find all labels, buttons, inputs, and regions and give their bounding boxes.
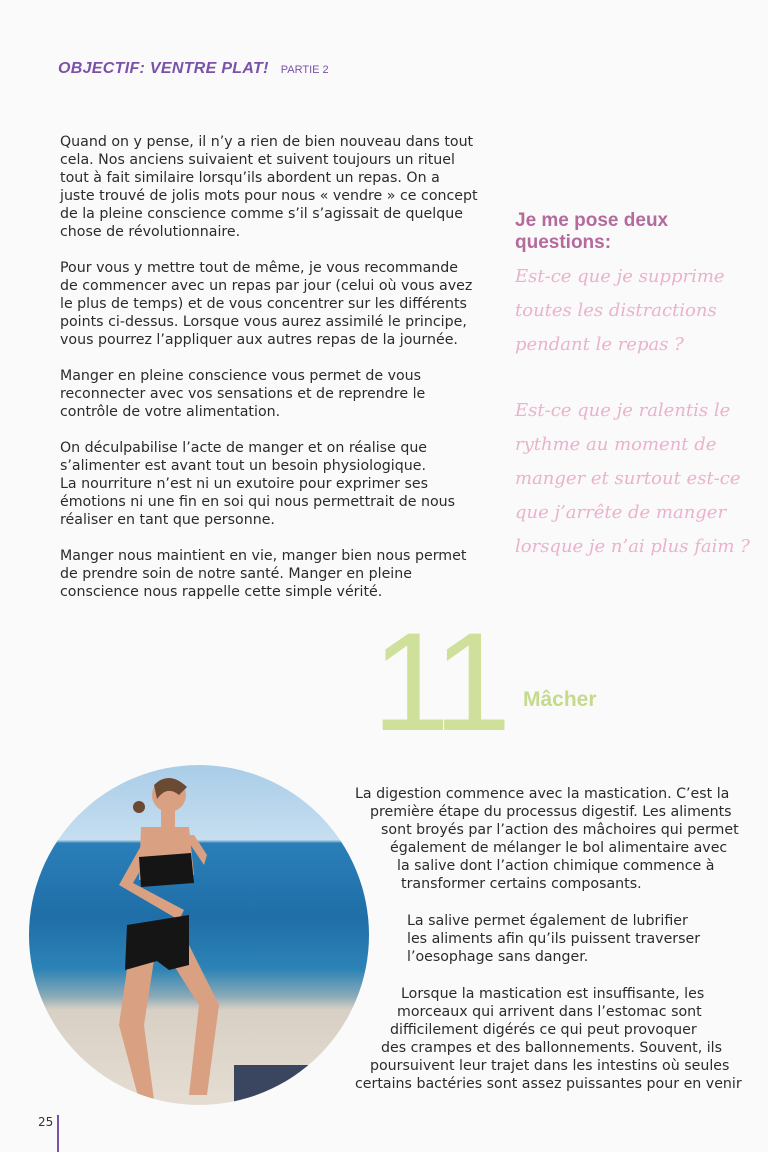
text-line: pendant le repas ?: [515, 334, 684, 355]
text-line: réaliser en tant que personne.: [60, 512, 275, 528]
text-line: de prendre soin de notre santé. Manger en pleine: [60, 566, 412, 582]
text-line: chose de révolutionnaire.: [60, 224, 241, 240]
text-line: On déculpabilise l’acte de manger et on réalise que: [60, 440, 428, 456]
text-line: première étape du processus digestif. Les aliments: [370, 804, 732, 820]
body-text-left: [60, 133, 490, 619]
section-number: 11: [372, 603, 506, 760]
text-line: points ci-dessus. Lorsque vous aurez assimilé le principe,: [60, 314, 467, 330]
text-line: difficilement digérés ce qui peut provoquer: [390, 1022, 697, 1038]
text-line: morceaux qui arrivent dans l’estomac sont: [397, 1004, 702, 1020]
text-line: également de mélanger le bol alimentaire avec: [390, 840, 728, 856]
paragraph: [60, 439, 490, 529]
text-line: la salive dont l’action chimique commence à: [397, 858, 715, 874]
text-line: toutes les distractions: [515, 300, 717, 321]
sidebar-questions: [515, 210, 765, 596]
text-line: rythme au moment de: [515, 434, 717, 455]
running-header: [58, 60, 329, 78]
paragraph: [60, 367, 490, 421]
header-part: PARTIE 2: [280, 64, 329, 76]
sidebar-title: Je me pose deux questions:: [515, 210, 669, 253]
text-line: La nourriture n’est ni un exutoire pour exprimer ses: [60, 476, 428, 492]
text-line: des crampes et des ballonnements. Souvent, ils: [381, 1040, 722, 1056]
text-line: tout à fait similaire lorsqu’ils abordent un repas. On a: [60, 170, 440, 186]
text-line: transformer certains composants.: [401, 876, 642, 892]
text-line: que j’arrête de manger: [515, 502, 727, 523]
text-line: de la pleine conscience comme s’il s’agissait de quelque: [60, 206, 463, 222]
text-line: les aliments afin qu’ils puissent traverser: [407, 931, 701, 947]
text-line: Manger en pleine conscience vous permet de vous: [60, 368, 422, 384]
text-line: La salive permet également de lubrifier: [407, 913, 688, 929]
paragraph: [60, 547, 490, 601]
text-line: conscience nous rappelle cette simple vérité.: [60, 584, 383, 600]
text-line: Quand on y pense, il n’y a rien de bien nouveau dans tout: [60, 134, 474, 150]
text-line: vous pourrez l’appliquer aux autres repas de la journée.: [60, 332, 458, 348]
text-line: La digestion commence avec la mastication. C’est la: [355, 786, 730, 802]
body-text-right: [0, 785, 768, 1093]
text-line: certains bactéries sont assez puissantes pour en venir: [355, 1076, 742, 1092]
page-number-divider: [57, 1115, 59, 1152]
page-number: 25: [38, 1115, 54, 1129]
text-line: cela. Nos anciens suivaient et suivent toujours un rituel: [60, 152, 455, 168]
text-line: manger et surtout est-ce: [515, 468, 741, 489]
text-line: Lorsque la mastication est insuffisante, les: [401, 986, 705, 1002]
text-line: contrôle de votre alimentation.: [60, 404, 281, 420]
handwritten-question: [515, 394, 765, 564]
header-title: OBJECTIF: VENTRE PLAT!: [58, 60, 269, 77]
section-title: Mâcher: [523, 688, 597, 711]
text-line: s’alimenter est avant tout un besoin physiologique.: [60, 458, 426, 474]
text-line: l’oesophage sans danger.: [407, 949, 589, 965]
text-line: Est-ce que je supprime: [515, 266, 725, 287]
text-line: juste trouvé de jolis mots pour nous « vendre » ce concept: [60, 188, 478, 204]
paragraph: [60, 259, 490, 349]
text-line: lorsque je n’ai plus faim ?: [515, 536, 750, 557]
paragraph: [60, 133, 490, 241]
text-line: reconnecter avec vos sensations et de reprendre le: [60, 386, 426, 402]
text-line: poursuivent leur trajet dans les intestins où seules: [370, 1058, 730, 1074]
text-line: sont broyés par l’action des mâchoires qui permet: [381, 822, 739, 838]
handwritten-question: [515, 260, 765, 362]
text-line: le plus de temps) et de vous concentrer sur les différents: [60, 296, 467, 312]
text-line: de commencer avec un repas par jour (celui où vous avez: [60, 278, 473, 294]
text-line: Manger nous maintient en vie, manger bien nous permet: [60, 548, 467, 564]
text-line: émotions ni une fin en soi qui nous permettrait de nous: [60, 494, 456, 510]
text-line: Pour vous y mettre tout de même, je vous recommande: [60, 260, 458, 276]
text-line: Est-ce que je ralentis le: [515, 400, 731, 421]
